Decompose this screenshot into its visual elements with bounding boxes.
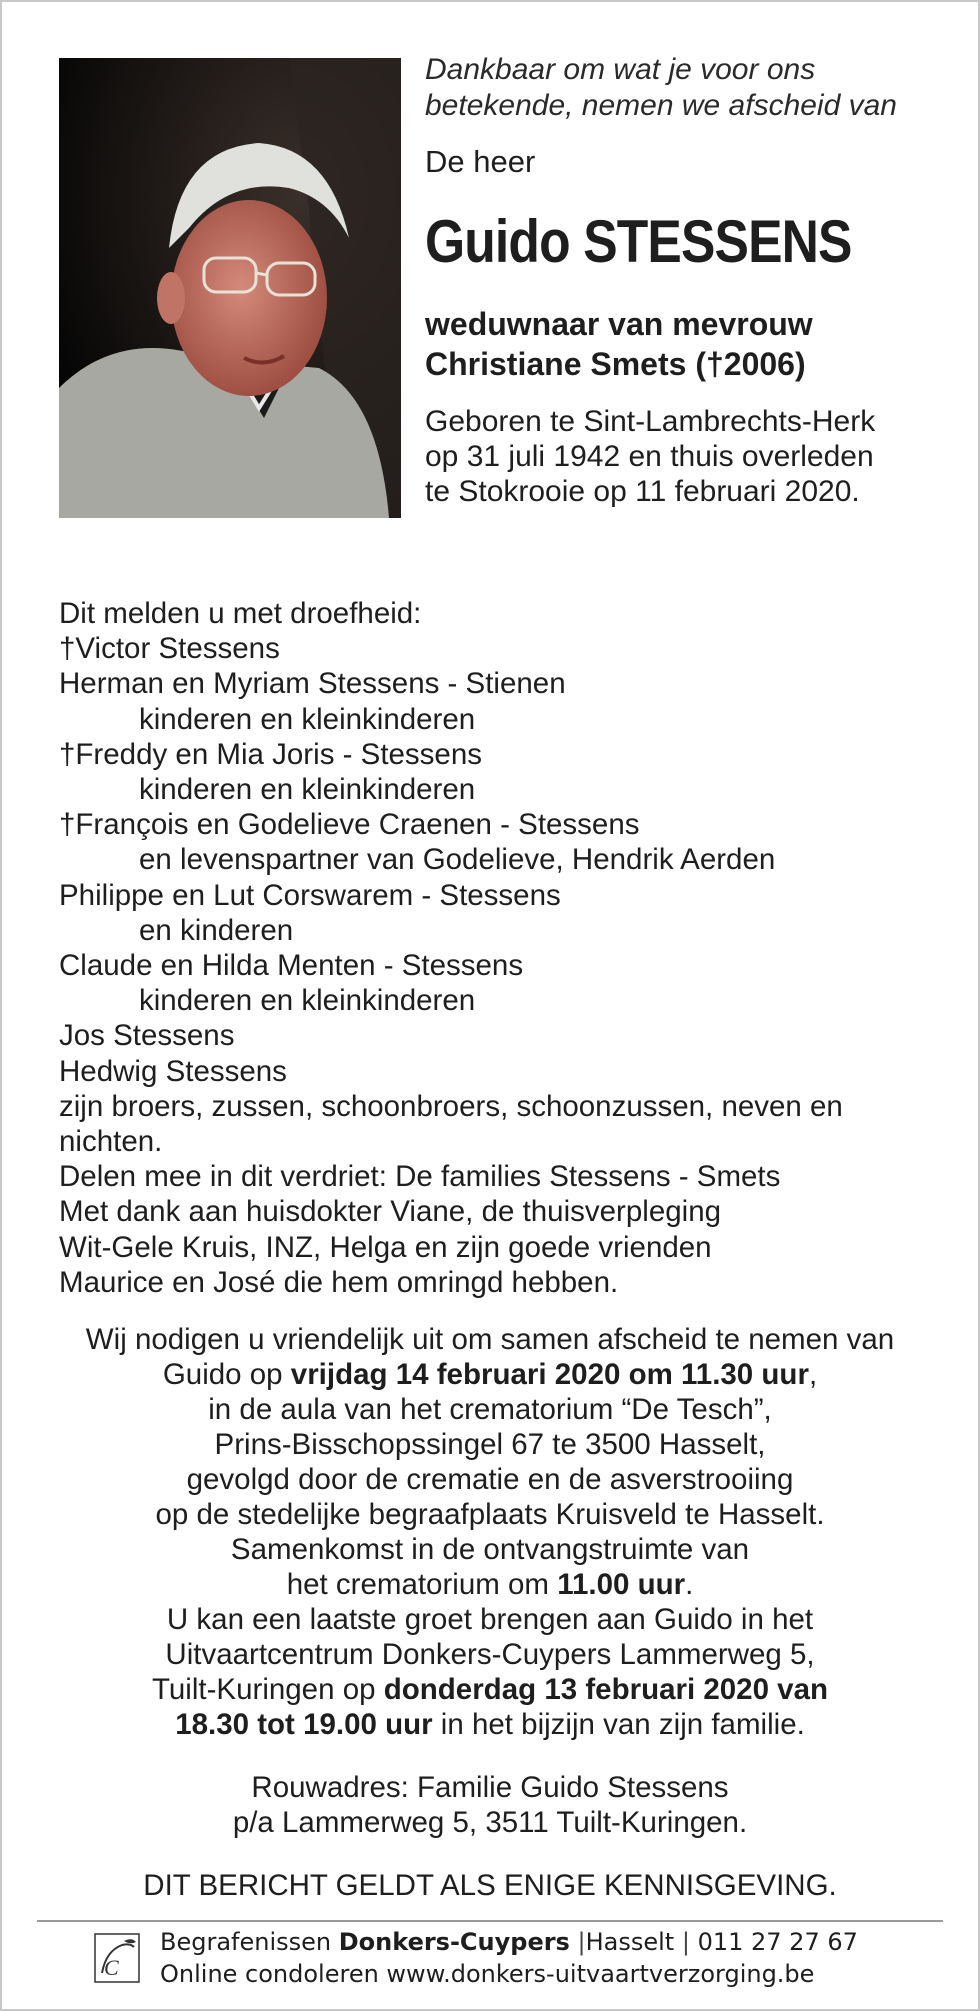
family-line: Herman en Myriam Stessens - Stienen [59,667,566,701]
family-line: Hedwig Stessens [59,1054,287,1088]
invite-line: Prins-Bisschopssingel 67 te 3500 Hasselt, [214,1428,766,1461]
visitation-time: 18.30 tot 19.00 uur [175,1708,433,1741]
invite-text: Guido op [162,1358,291,1391]
company-name: Donkers-Cuypers [338,1928,570,1956]
footer-online: Online condoleren www.donkers-uitvaartverzorging.be [160,1960,815,1988]
mourning-address [40,1770,940,1840]
family-line: kinderen en kleinkinderen [139,984,476,1018]
family-line: kinderen en kleinkinderen [139,702,476,736]
company-phone: 011 27 27 67 [697,1928,858,1956]
family-line: Wit-Gele Kruis, INZ, Helga en zijn goede vrienden [59,1230,712,1264]
born-line: op 31 juli 1942 en thuis overleden [425,440,874,473]
invite-line [40,1672,940,1707]
family-line: en levenspartner van Godelieve, Hendrik Aerden [139,843,776,877]
family-line: kinderen en kleinkinderen [139,773,476,807]
family-line: Maurice en José die hem omringd hebben. [59,1265,619,1299]
invite-line: gevolgd door de crematie en de asverstrooiing [186,1463,794,1496]
intro-text [425,52,945,124]
family-line: Met dank aan huisdokter Viane, de thuisverpleging [59,1195,722,1229]
invite-text: . [685,1568,694,1601]
invite-line: op de stedelijke begraafplaats Kruisveld te Hasselt. [155,1498,825,1531]
funeral-datetime: vrijdag 14 februari 2020 om 11.30 uur [290,1358,809,1391]
intro-line: Dankbaar om wat je voor ons [425,53,816,86]
address-line: p/a Lammerweg 5, 3511 Tuilt-Kuringen. [232,1806,748,1839]
family-line: Dit melden u met droefheid: [59,597,422,630]
invite-line: Samenkomst in de ontvangstruimte van [230,1533,750,1566]
intro-line: betekende, nemen we afscheid van [425,89,897,122]
family-line: Delen mee in dit verdriet: De families Stessens - Smets [59,1160,781,1194]
separator: | [681,1928,690,1956]
gathering-time: 11.00 uur [557,1568,686,1601]
footer-divider [37,1920,943,1922]
invite-line: U kan een laatste groet brengen aan Guido in het [166,1603,814,1636]
invite-text: in het bijzijn van zijn familie. [432,1708,805,1741]
invite-line: Uitvaartcentrum Donkers-Cuypers Lammerweg 5, [165,1638,815,1671]
notice-text: DIT BERICHT GELDT ALS ENIGE KENNISGEVING. [143,1869,837,1902]
deceased-header [425,52,945,509]
funeral-home-footer [92,1926,952,1992]
address-line: Rouwadres: Familie Guido Stessens [251,1771,729,1804]
portrait-photo [59,58,401,518]
invite-line [40,1707,940,1742]
svg-text:C: C [104,1955,119,1980]
spouse-line: Christiane Smets (†2006) [425,346,806,382]
invite-text: , [808,1358,818,1391]
invitation-text [40,1322,940,1742]
family-line: †Freddy en Mia Joris - Stessens [59,737,482,771]
deceased-name: Guido STESSENS [425,208,852,275]
footer-text [160,1926,858,1990]
family-list [59,596,919,1300]
visitation-date: donderdag 13 februari 2020 van [383,1673,829,1706]
family-line: Claude en Hilda Menten - Stessens [59,949,524,983]
born-line: te Stokrooie op 11 februari 2020. [425,475,860,508]
invite-line [40,1567,940,1602]
spouse-info [425,304,945,384]
birth-death-info [425,404,945,509]
family-line: Jos Stessens [59,1019,235,1053]
spouse-line: weduwnaar van mevrouw [425,306,813,342]
born-line: Geboren te Sint-Lambrechts-Herk [425,405,876,438]
family-line: zijn broers, zussen, schoonbroers, schoonzussen, neven en [59,1089,843,1123]
family-line: en kinderen [139,913,294,947]
invite-line: Wij nodigen u vriendelijk uit om samen afscheid te nemen van [85,1323,895,1356]
family-line: †François en Godelieve Craenen - Stessens [59,808,640,842]
family-line: †Victor Stessens [59,632,280,666]
footer-prefix: Begrafenissen [160,1928,339,1956]
invite-text: het crematorium om [286,1568,558,1601]
invite-text: Tuilt-Kuringen op [151,1673,384,1706]
family-line: nichten. [59,1125,163,1159]
family-line: Philippe en Lut Corswarem - Stessens [59,878,561,912]
honorific: De heer [425,144,536,179]
invite-line: in de aula van het crematorium “De Tesch”, [208,1393,772,1426]
invite-line [40,1357,940,1392]
company-city: Hasselt [585,1928,675,1956]
separator: | [577,1928,586,1956]
footer-line-1 [160,1926,858,1958]
funeral-home-logo [94,1933,140,1983]
